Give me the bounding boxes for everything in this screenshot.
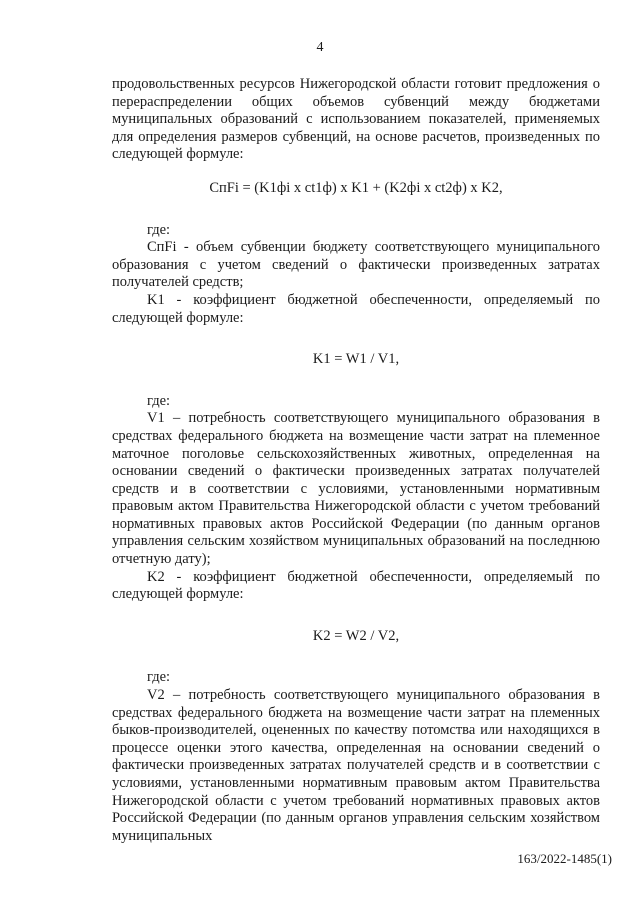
paragraph-v2-definition: V2 – потребность соответствующего муниципального образования в средствах федерального бюджета на возмещение части затрат на племенных быков-производителей, оцененных по качеству потомства или находящихся в процессе оценки этого качества, определенная на основании сведений о фактически произведенных затратах получателей средств и в соответствии с условиями, установленными нормативным правовым актом Правительства Нижегородской области с учетом требований нормативных правовых актов Российской Федерации (по данным органов управления сельским хозяйством муниципальных (112, 687, 600, 844)
formula-k1: K1 = W1 / V1, (312, 351, 400, 368)
where-label-3: где: (147, 669, 171, 686)
formula-k2: K2 = W2 / V2, (312, 627, 400, 644)
page-number: 4 (316, 40, 324, 55)
paragraph-cnfi-definition: CпFi - объем субвенции бюджету соответствующего муниципального образования с учетом сведений о фактически произведенных затратах получателей средств; (112, 239, 600, 291)
document-body (112, 76, 600, 845)
document-registration-code: 163/2022-1485(1) (517, 851, 612, 866)
where-label-2: где: (147, 392, 171, 409)
where-label-1: где: (147, 221, 171, 238)
paragraph-k2-definition: K2 - коэффициент бюджетной обеспеченности, определяемый по следующей формуле: (112, 568, 600, 603)
paragraph-k1-definition: K1 - коэффициент бюджетной обеспеченности, определяемый по следующей формуле: (112, 291, 600, 326)
formula-subvention: CпFi = (K1фi x ct1ф) x K1 + (K2фi x ct2ф) x K2, (209, 179, 503, 196)
paragraph-intro: продовольственных ресурсов Нижегородской области готовит предложения о перераспределении общих объемов субвенций между бюджетами муниципальных образований с использованием показателей, применяемых для определения размеров субвенций, на основе расчетов, произведенных по следующей формуле: (112, 76, 600, 163)
paragraph-v1-definition: V1 – потребность соответствующего муниципального образования в средствах федерального бюджета на возмещение части затрат на племенное маточное поголовье сельскохозяйственных животных, определенная на основании сведений о фактически произведенных затратах получателей средств и в соответствии с условиями, установленными нормативным правовым актом Правительства Нижегородской области с учетом требований нормативных правовых актов Российской Федерации (по данным органов управления сельским хозяйством муниципальных образований на последнюю отчетную дату); (112, 410, 600, 568)
